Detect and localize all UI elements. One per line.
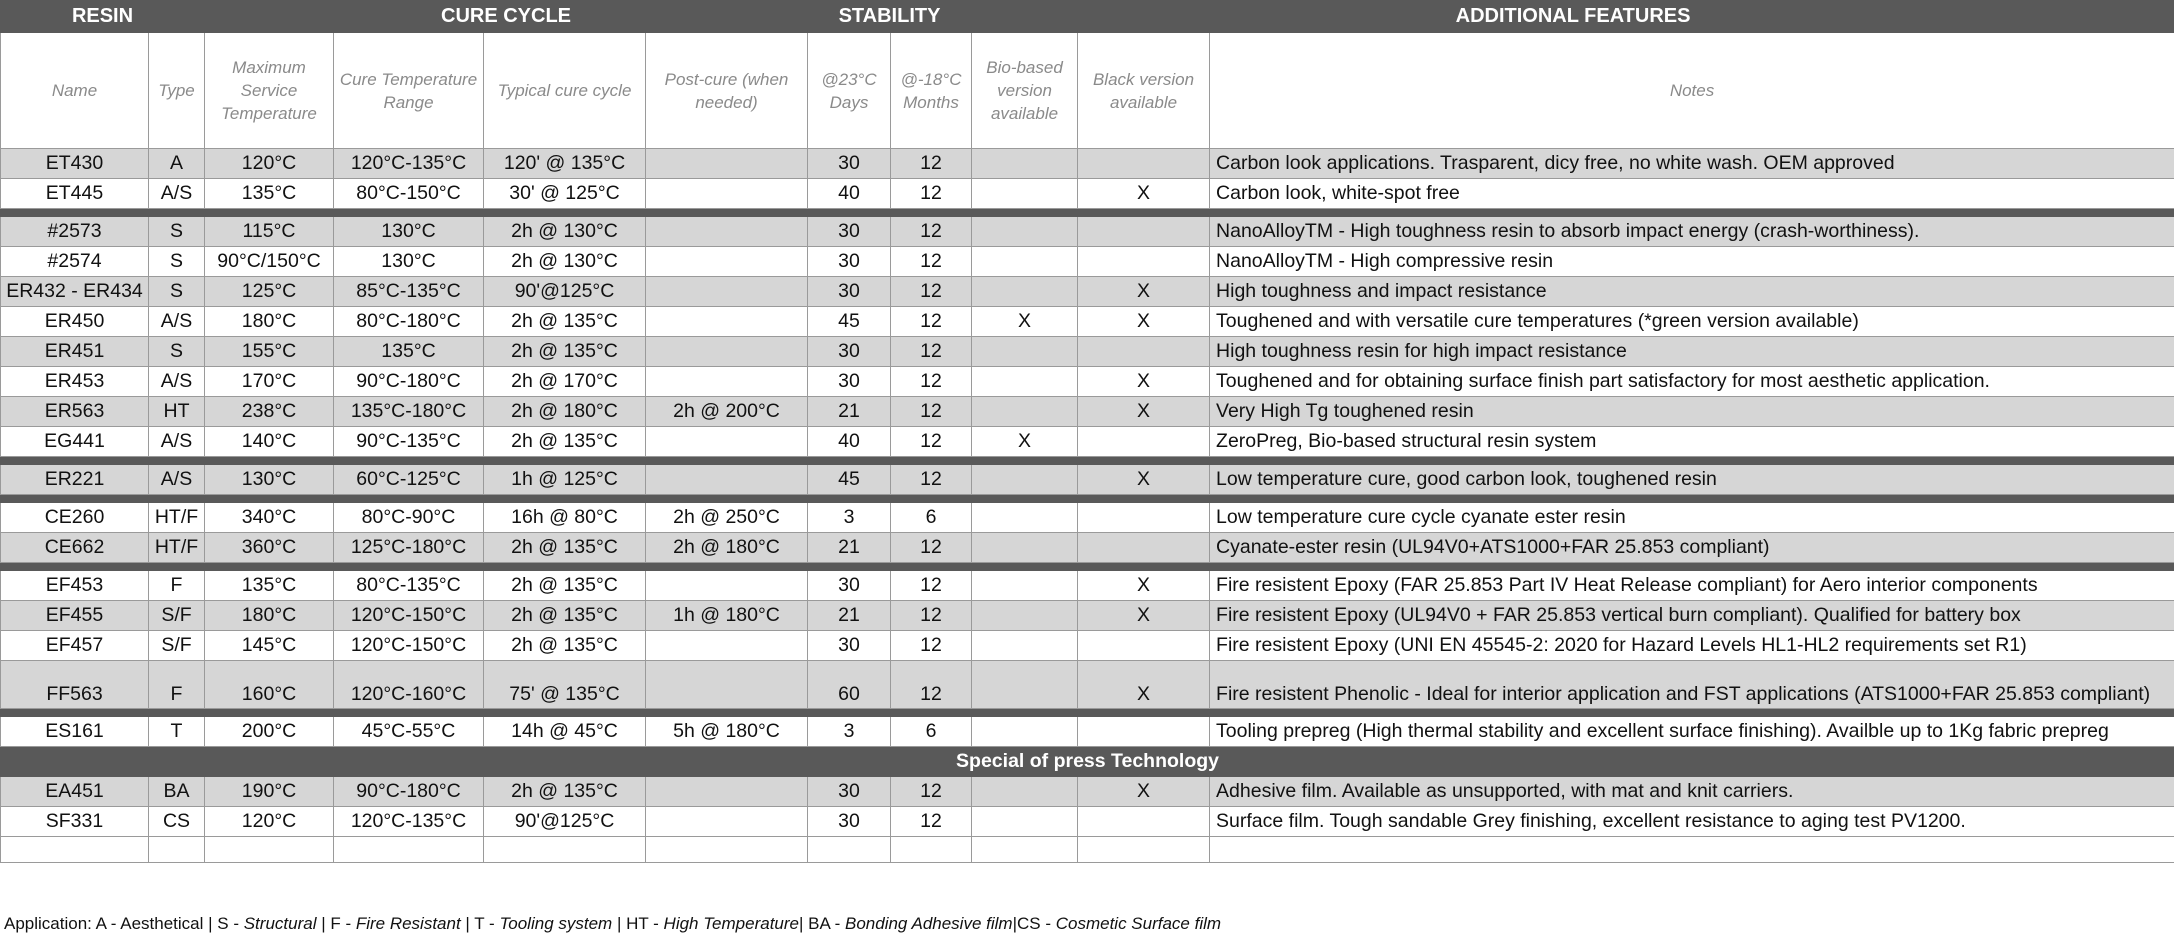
cell-months: 12	[891, 397, 972, 427]
cell-months: 12	[891, 217, 972, 247]
legend-f-sep: | F -	[316, 914, 356, 933]
cell-days: 45	[808, 465, 891, 495]
table-row	[1, 631, 2174, 661]
cell-days: 21	[808, 533, 891, 563]
separator-cell	[1, 495, 2174, 503]
cell-notes: High toughness and impact resistance	[1210, 277, 2174, 307]
cell-black	[1078, 533, 1210, 563]
cell-max-temp: 90°C/150°C	[205, 247, 334, 277]
cell-days: 30	[808, 149, 891, 179]
cell-notes: Tooling prepreg (High thermal stability and excellent surface finishing). Availble up to 1Kg fabric prepreg	[1210, 717, 2174, 747]
cell-black	[1078, 503, 1210, 533]
cell-days: 30	[808, 571, 891, 601]
section-separator	[1, 563, 2174, 571]
cell-bio	[972, 807, 1078, 837]
cell-notes: ZeroPreg, Bio-based structural resin system	[1210, 427, 2174, 457]
cell-max-temp: 135°C	[205, 179, 334, 209]
cell-post-cure: 2h @ 200°C	[646, 397, 808, 427]
cell-notes: Fire resistent Epoxy (UNI EN 45545-2: 2020 for Hazard Levels HL1-HL2 requirements set R1)	[1210, 631, 2174, 661]
cell-days: 30	[808, 277, 891, 307]
cell-name: ER432 - ER434	[1, 277, 149, 307]
special-section-title: Special of press Technology	[1, 747, 2174, 777]
cell-post-cure	[646, 337, 808, 367]
cell-typical-cure: 90'@125°C	[484, 807, 646, 837]
cell-months: 12	[891, 465, 972, 495]
cell-name: ES161	[1, 717, 149, 747]
cell-name: #2574	[1, 247, 149, 277]
cell-notes: Cyanate-ester resin (UL94V0+ATS1000+FAR 25.853 compliant)	[1210, 533, 2174, 563]
section-separator	[1, 209, 2174, 217]
cell-notes: Carbon look, white-spot free	[1210, 179, 2174, 209]
cell-days: 30	[808, 367, 891, 397]
column-header-cure-range: Cure Temperature Range	[334, 33, 484, 149]
cell-notes: Surface film. Tough sandable Grey finishing, excellent resistance to aging test PV1200.	[1210, 807, 2174, 837]
cell-days: 30	[808, 337, 891, 367]
cell-type: A	[149, 149, 205, 179]
cell-months: 6	[891, 503, 972, 533]
legend-tooling: Tooling system	[499, 914, 613, 933]
cell-max-temp: 200°C	[205, 717, 334, 747]
cell-type: CS	[149, 807, 205, 837]
cell-bio	[972, 217, 1078, 247]
cell-typical-cure: 2h @ 180°C	[484, 397, 646, 427]
section-separator	[1, 495, 2174, 503]
cell-days: 60	[808, 661, 891, 709]
cell-cure-range: 120°C-135°C	[334, 807, 484, 837]
cell-black: X	[1078, 307, 1210, 337]
cell-type: A/S	[149, 179, 205, 209]
cell-post-cure	[646, 661, 808, 709]
cell-typical-cure: 2h @ 135°C	[484, 533, 646, 563]
cell-notes: Fire resistent Epoxy (UL94V0 + FAR 25.853 vertical burn compliant). Qualified for battery box	[1210, 601, 2174, 631]
table-row	[1, 661, 2174, 709]
cell-type: BA	[149, 777, 205, 807]
legend-fire: Fire Resistant	[355, 914, 461, 933]
blank-cell	[891, 837, 972, 863]
cell-bio	[972, 277, 1078, 307]
group-header-stability: STABILITY	[808, 1, 972, 33]
cell-days: 40	[808, 427, 891, 457]
cell-cure-range: 85°C-135°C	[334, 277, 484, 307]
cell-post-cure	[646, 367, 808, 397]
cell-days: 30	[808, 631, 891, 661]
cell-max-temp: 120°C	[205, 807, 334, 837]
table-row	[1, 247, 2174, 277]
cell-post-cure	[646, 631, 808, 661]
cell-notes: Toughened and for obtaining surface finish part satisfactory for most aesthetic application.	[1210, 367, 2174, 397]
legend-cosmetic: Cosmetic Surface film	[1055, 914, 1222, 933]
cell-name: ER450	[1, 307, 149, 337]
cell-cure-range: 90°C-180°C	[334, 777, 484, 807]
legend-cs-sep: |CS -	[1012, 914, 1056, 933]
cell-months: 12	[891, 307, 972, 337]
cell-type: A/S	[149, 307, 205, 337]
cell-bio	[972, 777, 1078, 807]
cell-cure-range: 130°C	[334, 247, 484, 277]
legend-prefix: Application: A - Aesthetical | S -	[4, 914, 244, 933]
cell-type: HT/F	[149, 533, 205, 563]
cell-notes: Fire resistent Epoxy (FAR 25.853 Part IV Heat Release compliant) for Aero interior components	[1210, 571, 2174, 601]
table-row	[1, 503, 2174, 533]
separator-cell	[1, 709, 2174, 717]
cell-typical-cure: 75' @ 135°C	[484, 661, 646, 709]
table-row	[1, 427, 2174, 457]
cell-name: ET445	[1, 179, 149, 209]
table-row	[1, 149, 2174, 179]
cell-name: FF563	[1, 661, 149, 709]
column-header-max-temp: Maximum Service Temperature	[205, 33, 334, 149]
legend-structural: Structural	[243, 914, 317, 933]
application-legend	[4, 914, 1221, 934]
cell-black: X	[1078, 661, 1210, 709]
cell-notes: Carbon look applications. Trasparent, dicy free, no white wash. OEM approved	[1210, 149, 2174, 179]
cell-black	[1078, 631, 1210, 661]
separator-cell	[1, 457, 2174, 465]
blank-cell	[1078, 837, 1210, 863]
cell-post-cure	[646, 465, 808, 495]
column-header-notes: Notes	[1210, 33, 2174, 149]
cell-notes: Very High Tg toughened resin	[1210, 397, 2174, 427]
cell-black: X	[1078, 601, 1210, 631]
cell-post-cure	[646, 149, 808, 179]
table-row	[1, 307, 2174, 337]
cell-black: X	[1078, 179, 1210, 209]
cell-type: A/S	[149, 465, 205, 495]
cell-cure-range: 80°C-150°C	[334, 179, 484, 209]
blank-cell	[149, 837, 205, 863]
table-body	[1, 1, 2174, 863]
cell-max-temp: 140°C	[205, 427, 334, 457]
cell-typical-cure: 2h @ 135°C	[484, 601, 646, 631]
blank-row	[1, 837, 2174, 863]
blank-cell	[1210, 837, 2174, 863]
cell-months: 12	[891, 427, 972, 457]
cell-bio	[972, 247, 1078, 277]
separator-cell	[1, 563, 2174, 571]
cell-days: 45	[808, 307, 891, 337]
cell-type: A/S	[149, 367, 205, 397]
cell-typical-cure: 1h @ 125°C	[484, 465, 646, 495]
legend-bonding: Bonding Adhesive film	[845, 914, 1013, 933]
cell-typical-cure: 2h @ 135°C	[484, 427, 646, 457]
cell-max-temp: 130°C	[205, 465, 334, 495]
table-row	[1, 277, 2174, 307]
cell-black: X	[1078, 571, 1210, 601]
blank-cell	[808, 837, 891, 863]
column-header-post-cure: Post-cure (when needed)	[646, 33, 808, 149]
cell-cure-range: 45°C-55°C	[334, 717, 484, 747]
column-header-type: Type	[149, 33, 205, 149]
cell-typical-cure: 90'@125°C	[484, 277, 646, 307]
cell-days: 40	[808, 179, 891, 209]
cell-cure-range: 90°C-180°C	[334, 367, 484, 397]
cell-type: HT/F	[149, 503, 205, 533]
cell-type: S	[149, 277, 205, 307]
legend-t-sep: | T -	[460, 914, 500, 933]
cell-notes: Low temperature cure cycle cyanate ester resin	[1210, 503, 2174, 533]
cell-name: SF331	[1, 807, 149, 837]
cell-bio	[972, 717, 1078, 747]
cell-post-cure	[646, 217, 808, 247]
cell-bio	[972, 397, 1078, 427]
cell-post-cure: 2h @ 180°C	[646, 533, 808, 563]
cell-days: 3	[808, 503, 891, 533]
cell-type: S/F	[149, 631, 205, 661]
table-row	[1, 777, 2174, 807]
cell-months: 12	[891, 337, 972, 367]
cell-months: 12	[891, 367, 972, 397]
cell-name: ER563	[1, 397, 149, 427]
cell-black	[1078, 149, 1210, 179]
cell-months: 12	[891, 571, 972, 601]
cell-cure-range: 135°C	[334, 337, 484, 367]
cell-notes: Fire resistent Phenolic - Ideal for interior application and FST applications (ATS1000+FAR 25.853 compliant)	[1210, 661, 2174, 709]
cell-months: 12	[891, 777, 972, 807]
cell-max-temp: 125°C	[205, 277, 334, 307]
cell-max-temp: 145°C	[205, 631, 334, 661]
cell-black: X	[1078, 465, 1210, 495]
cell-months: 12	[891, 179, 972, 209]
cell-days: 21	[808, 601, 891, 631]
cell-post-cure	[646, 179, 808, 209]
table-row	[1, 367, 2174, 397]
cell-typical-cure: 30' @ 125°C	[484, 179, 646, 209]
cell-max-temp: 340°C	[205, 503, 334, 533]
cell-bio	[972, 601, 1078, 631]
column-header-typical-cure: Typical cure cycle	[484, 33, 646, 149]
cell-type: F	[149, 661, 205, 709]
cell-type: S	[149, 337, 205, 367]
cell-name: ET430	[1, 149, 149, 179]
cell-bio	[972, 571, 1078, 601]
cell-max-temp: 170°C	[205, 367, 334, 397]
cell-months: 12	[891, 533, 972, 563]
cell-bio: X	[972, 427, 1078, 457]
blank-cell	[972, 837, 1078, 863]
cell-post-cure: 2h @ 250°C	[646, 503, 808, 533]
cell-months: 12	[891, 807, 972, 837]
cell-days: 30	[808, 247, 891, 277]
cell-typical-cure: 120' @ 135°C	[484, 149, 646, 179]
cell-black: X	[1078, 777, 1210, 807]
group-header-additional-features: ADDITIONAL FEATURES	[972, 1, 2174, 33]
cell-max-temp: 238°C	[205, 397, 334, 427]
cell-notes: NanoAlloyTM - High toughness resin to absorb impact energy (crash-worthiness).	[1210, 217, 2174, 247]
cell-max-temp: 190°C	[205, 777, 334, 807]
table-row	[1, 601, 2174, 631]
column-header-row	[1, 33, 2174, 149]
cell-max-temp: 160°C	[205, 661, 334, 709]
cell-days: 3	[808, 717, 891, 747]
cell-max-temp: 120°C	[205, 149, 334, 179]
cell-months: 12	[891, 149, 972, 179]
cell-type: S	[149, 247, 205, 277]
cell-cure-range: 120°C-150°C	[334, 601, 484, 631]
cell-notes: NanoAlloyTM - High compressive resin	[1210, 247, 2174, 277]
cell-cure-range: 80°C-90°C	[334, 503, 484, 533]
cell-cure-range: 60°C-125°C	[334, 465, 484, 495]
cell-type: S/F	[149, 601, 205, 631]
cell-post-cure	[646, 571, 808, 601]
cell-typical-cure: 2h @ 170°C	[484, 367, 646, 397]
cell-name: EF453	[1, 571, 149, 601]
cell-bio: X	[972, 307, 1078, 337]
cell-cure-range: 125°C-180°C	[334, 533, 484, 563]
cell-cure-range: 80°C-135°C	[334, 571, 484, 601]
cell-bio	[972, 661, 1078, 709]
cell-name: EA451	[1, 777, 149, 807]
blank-cell	[484, 837, 646, 863]
cell-bio	[972, 533, 1078, 563]
cell-type: HT	[149, 397, 205, 427]
cell-days: 30	[808, 777, 891, 807]
cell-black	[1078, 717, 1210, 747]
column-header-black: Black version available	[1078, 33, 1210, 149]
section-separator	[1, 709, 2174, 717]
cell-typical-cure: 2h @ 135°C	[484, 631, 646, 661]
cell-notes: Toughened and with versatile cure temperatures (*green version available)	[1210, 307, 2174, 337]
cell-notes: High toughness resin for high impact resistance	[1210, 337, 2174, 367]
cell-days: 30	[808, 807, 891, 837]
cell-post-cure: 5h @ 180°C	[646, 717, 808, 747]
cell-months: 12	[891, 247, 972, 277]
cell-typical-cure: 2h @ 135°C	[484, 307, 646, 337]
section-separator	[1, 457, 2174, 465]
cell-bio	[972, 503, 1078, 533]
cell-post-cure	[646, 307, 808, 337]
legend-high-temp: High Temperature	[663, 914, 799, 933]
cell-days: 21	[808, 397, 891, 427]
cell-months: 12	[891, 661, 972, 709]
cell-months: 12	[891, 601, 972, 631]
cell-max-temp: 135°C	[205, 571, 334, 601]
table-row	[1, 533, 2174, 563]
column-header-name: Name	[1, 33, 149, 149]
cell-name: ER451	[1, 337, 149, 367]
group-header-row	[1, 1, 2174, 33]
cell-name: EF455	[1, 601, 149, 631]
group-header-resin: RESIN	[1, 1, 205, 33]
cell-black: X	[1078, 367, 1210, 397]
cell-max-temp: 360°C	[205, 533, 334, 563]
cell-max-temp: 115°C	[205, 217, 334, 247]
cell-bio	[972, 465, 1078, 495]
cell-black: X	[1078, 397, 1210, 427]
table-row	[1, 337, 2174, 367]
column-header-months: @-18°C Months	[891, 33, 972, 149]
special-section-row	[1, 747, 2174, 777]
cell-type: S	[149, 217, 205, 247]
cell-cure-range: 120°C-135°C	[334, 149, 484, 179]
cell-months: 12	[891, 631, 972, 661]
blank-cell	[1, 837, 149, 863]
column-header-bio: Bio-based version available	[972, 33, 1078, 149]
cell-type: A/S	[149, 427, 205, 457]
cell-notes: Low temperature cure, good carbon look, toughened resin	[1210, 465, 2174, 495]
cell-black	[1078, 807, 1210, 837]
cell-cure-range: 130°C	[334, 217, 484, 247]
cell-bio	[972, 149, 1078, 179]
cell-bio	[972, 179, 1078, 209]
table-row	[1, 717, 2174, 747]
cell-cure-range: 120°C-150°C	[334, 631, 484, 661]
cell-days: 30	[808, 217, 891, 247]
cell-max-temp: 155°C	[205, 337, 334, 367]
cell-typical-cure: 16h @ 80°C	[484, 503, 646, 533]
cell-black: X	[1078, 277, 1210, 307]
cell-type: F	[149, 571, 205, 601]
cell-typical-cure: 2h @ 130°C	[484, 247, 646, 277]
cell-name: ER221	[1, 465, 149, 495]
cell-post-cure	[646, 427, 808, 457]
cell-black	[1078, 247, 1210, 277]
cell-bio	[972, 367, 1078, 397]
cell-post-cure	[646, 807, 808, 837]
cell-months: 12	[891, 277, 972, 307]
cell-typical-cure: 2h @ 135°C	[484, 337, 646, 367]
cell-black	[1078, 337, 1210, 367]
cell-black	[1078, 217, 1210, 247]
table-row	[1, 465, 2174, 495]
cell-name: CE260	[1, 503, 149, 533]
cell-typical-cure: 14h @ 45°C	[484, 717, 646, 747]
legend-ba-sep: | BA -	[799, 914, 845, 933]
column-header-days: @23°C Days	[808, 33, 891, 149]
blank-cell	[334, 837, 484, 863]
cell-name: CE662	[1, 533, 149, 563]
separator-cell	[1, 209, 2174, 217]
cell-name: ER453	[1, 367, 149, 397]
cell-bio	[972, 631, 1078, 661]
cell-max-temp: 180°C	[205, 601, 334, 631]
cell-typical-cure: 2h @ 130°C	[484, 217, 646, 247]
cell-cure-range: 90°C-135°C	[334, 427, 484, 457]
cell-cure-range: 135°C-180°C	[334, 397, 484, 427]
cell-max-temp: 180°C	[205, 307, 334, 337]
cell-cure-range: 120°C-160°C	[334, 661, 484, 709]
cell-black	[1078, 427, 1210, 457]
table-row	[1, 179, 2174, 209]
legend-ht-sep: | HT -	[612, 914, 664, 933]
cell-type: T	[149, 717, 205, 747]
cell-months: 6	[891, 717, 972, 747]
cell-post-cure	[646, 277, 808, 307]
table-row	[1, 217, 2174, 247]
cell-cure-range: 80°C-180°C	[334, 307, 484, 337]
cell-typical-cure: 2h @ 135°C	[484, 777, 646, 807]
table-row	[1, 807, 2174, 837]
blank-cell	[205, 837, 334, 863]
cell-name: EG441	[1, 427, 149, 457]
cell-post-cure	[646, 247, 808, 277]
cell-typical-cure: 2h @ 135°C	[484, 571, 646, 601]
group-header-cure-cycle: CURE CYCLE	[205, 1, 808, 33]
cell-name: #2573	[1, 217, 149, 247]
blank-cell	[646, 837, 808, 863]
cell-name: EF457	[1, 631, 149, 661]
cell-bio	[972, 337, 1078, 367]
cell-post-cure: 1h @ 180°C	[646, 601, 808, 631]
table-row	[1, 571, 2174, 601]
table-row	[1, 397, 2174, 427]
cell-post-cure	[646, 777, 808, 807]
cell-notes: Adhesive film. Available as unsupported, with mat and knit carriers.	[1210, 777, 2174, 807]
